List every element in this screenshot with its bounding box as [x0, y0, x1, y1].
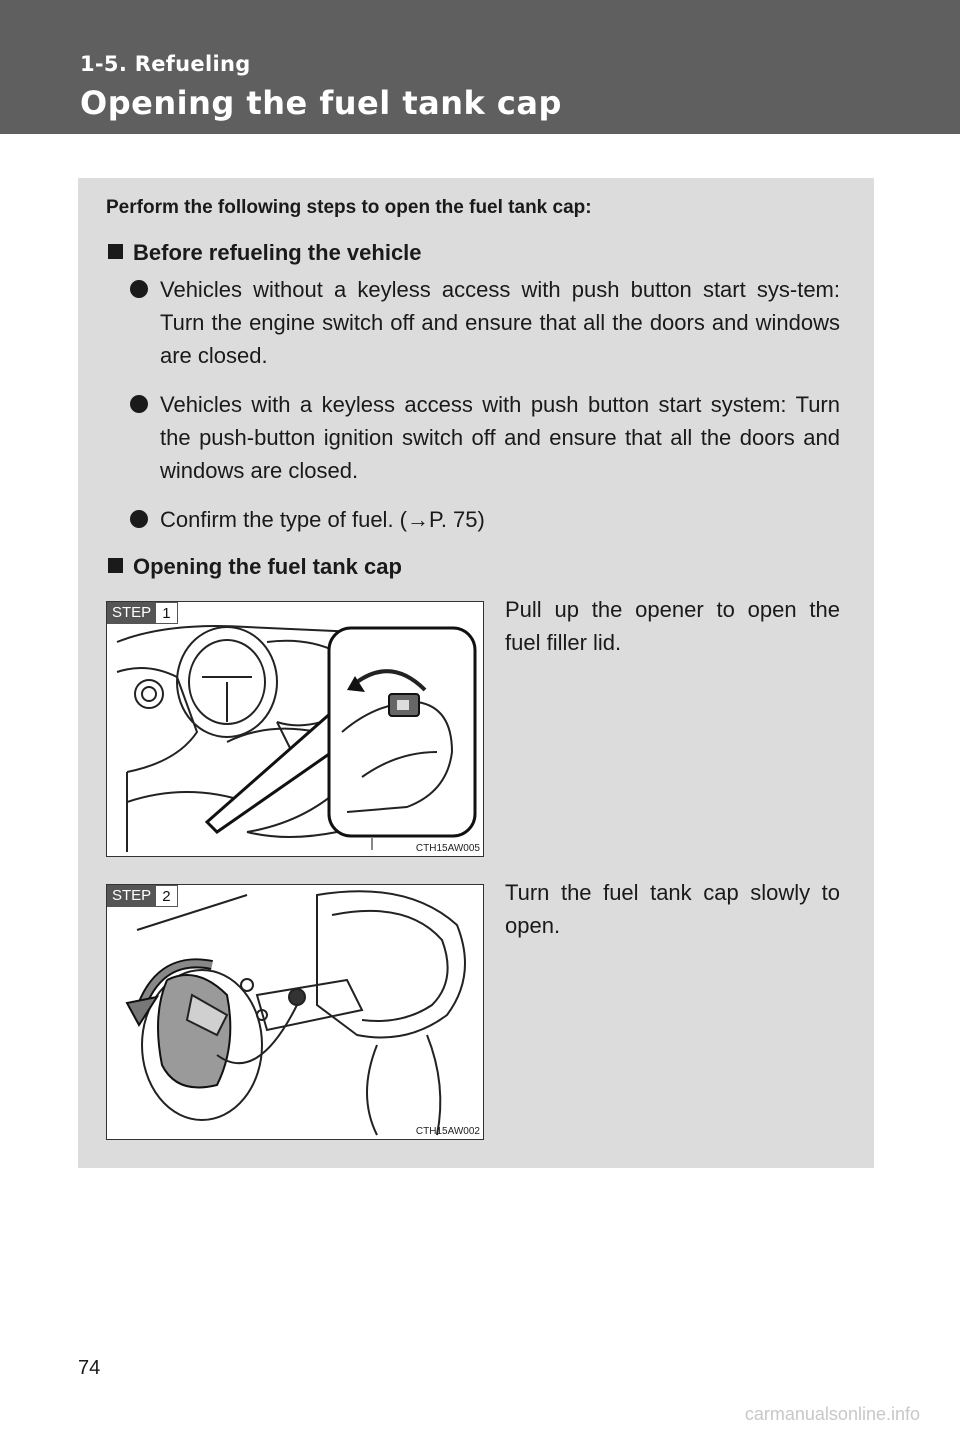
heading-before-refueling: Before refueling the vehicle [108, 240, 422, 266]
circle-bullet-icon [130, 510, 148, 528]
heading-opening-cap: Opening the fuel tank cap [108, 554, 402, 580]
square-bullet-icon [108, 244, 123, 259]
header-bar [0, 0, 960, 134]
bullet-item: Confirm the type of fuel. (→P. 75) [130, 503, 840, 536]
square-bullet-icon [108, 558, 123, 573]
step1-text: Pull up the opener to open the fuel filler lid. [505, 597, 840, 655]
page-number: 74 [78, 1357, 101, 1379]
step-badge: STEP 2 [107, 885, 178, 907]
fuel-cap-drawing [107, 885, 484, 1140]
bullet-item: Vehicles without a keyless access with push button start sys-tem: Turn the engine switch off and ensure that all the doors and windows are closed. [130, 273, 840, 372]
bullet-item: Vehicles with a keyless access with push button start system: Turn the push-button ignition switch off and ensure that all the doors and windows are closed. [130, 388, 840, 487]
step2-illustration [106, 884, 484, 1140]
section-label: 1-5. Refueling [80, 52, 251, 76]
figure-code: CTH15AW002 [415, 1126, 480, 1137]
step1-illustration [106, 601, 484, 857]
page-title: Opening the fuel tank cap [80, 84, 562, 122]
car-interior-drawing [107, 602, 484, 857]
step-badge: STEP 1 [107, 602, 178, 624]
figure-code: CTH15AW005 [415, 843, 480, 854]
watermark: carmanualsonline.info [744, 1404, 920, 1424]
circle-bullet-icon [130, 280, 148, 298]
step2-text: Turn the fuel tank cap slowly to open. [505, 880, 840, 938]
intro-text: Perform the following steps to open the fuel tank cap: [106, 197, 592, 218]
circle-bullet-icon [130, 395, 148, 413]
